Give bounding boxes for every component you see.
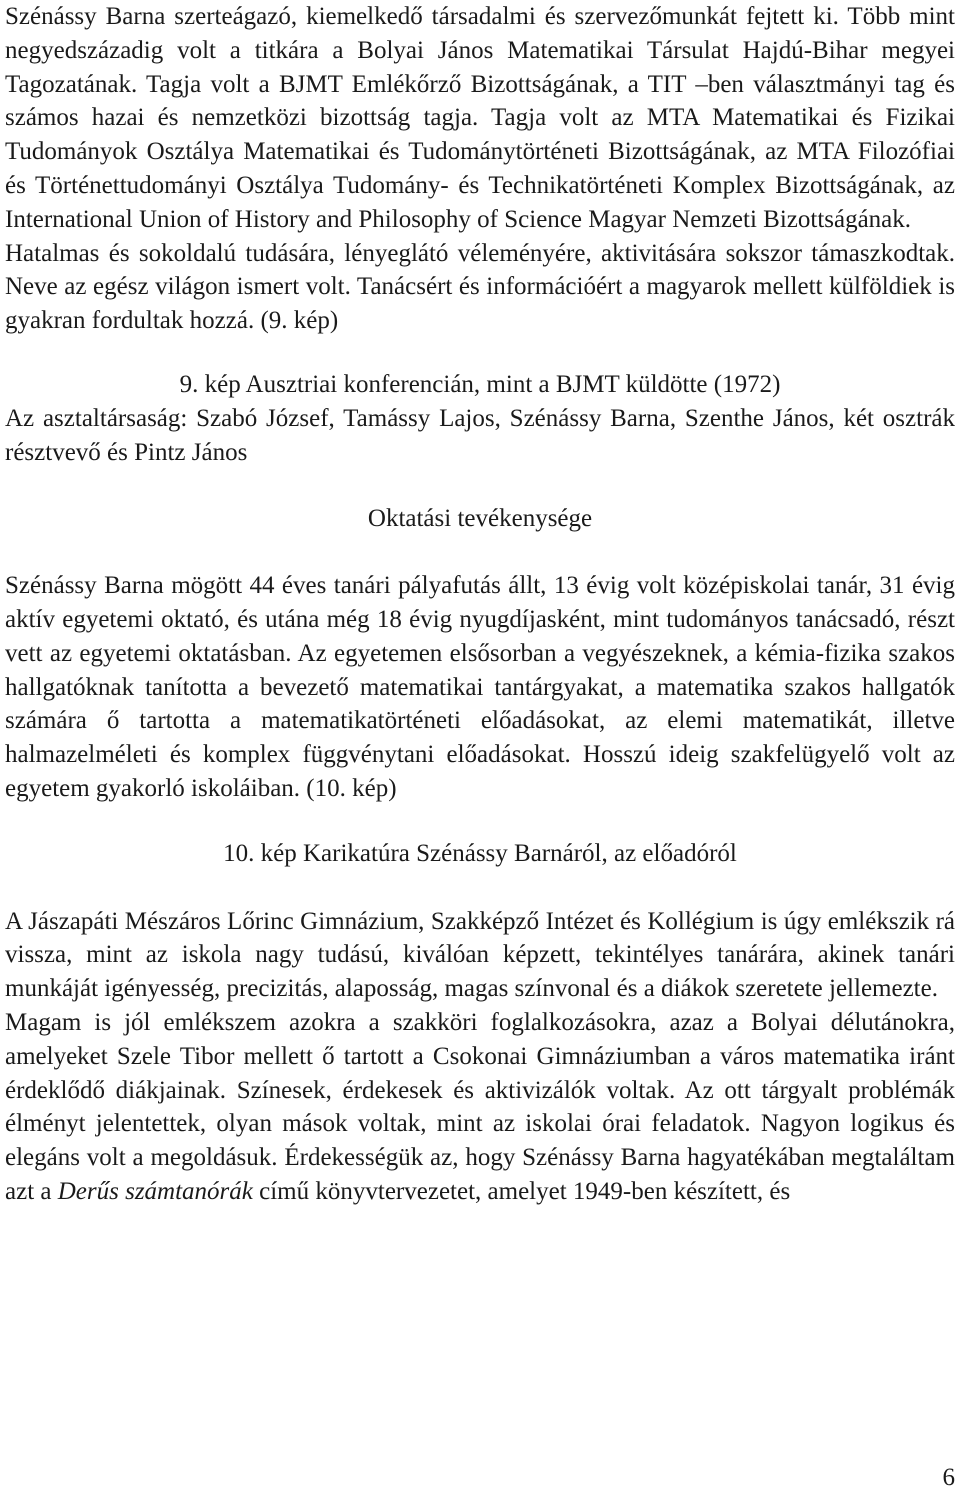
body-text: című könyvtervezetet, amelyet 1949-ben készített, és (259, 1177, 791, 1205)
figure-caption: 9. kép Ausztriai konferencián, mint a BJMT küldötte (1972) (179, 370, 781, 398)
page-number: 6 (942, 1464, 955, 1491)
document-page (5, 0, 955, 1209)
section-heading: Oktatási tevékenysége (367, 505, 593, 533)
body-paragraph: Szénássy Barna mögött 44 éves tanári pályafutás állt, 13 évig volt középiskolai tanár, 31 évig aktív egyetemi oktató, és utána még 18 évig nyugdíjasként, mint tudományos tanácsadó, részt vett az egyetemi oktatásban. Az egyetemen elsősorban a vegyészeknek, a kémia-fizika szakos hallgatóknak tanította a bevezető matematikai tantárgyakat, a matematika szakos hallgatók számára ő tartotta a matematikatörténeti előadásokat, az elemi matematikát, illetve halmazelméleti és komplex függvénytani előadásokat. Hosszú ideig szakfelügyelő volt az egyetem gyakorló iskoláiban. (10. kép) (5, 572, 955, 802)
body-paragraph: Hatalmas és sokoldalú tudására, lényeglátó véleményére, aktivitására sokszor támaszkodtak. Neve az egész világon ismert volt. Tanácsért és információért a magyarok mellett külföldiek is gyakran fordultak hozzá. (9. kép) (5, 239, 955, 335)
body-paragraph (5, 1006, 955, 1209)
figure-caption: 10. kép Karikatúra Szénássy Barnáról, az előadóról (223, 839, 737, 867)
book-title: Derűs számtanórák (57, 1177, 253, 1205)
body-paragraph: Szénássy Barna szerteágazó, kiemelkedő társadalmi és szervezőmunkát fejtett ki. Több mint negyedszázadig volt a titkára a Bolyai János Matematikai Társulat Hajdú-Bihar megyei Tagozatának. Tagja volt a BJMT Emlékőrző Bizottságának, a TIT –ben választmányi tag és számos hazai és nemzetközi bizottság tagja. Tagja volt az MTA Matematikai és Fizikai Tudományok Osztálya Matematikai és Tudománytörténeti Bizottságának, az MTA Filozófiai és Történettudományi Osztálya Tudomány- és Technikatörténeti Komplex Bizottságának, az International Union of History and Philosophy of Science Magyar Nemzeti Bizottságának. (5, 3, 955, 233)
figure-caption-detail: Az asztaltársaság: Szabó József, Tamássy Lajos, Szénássy Barna, Szenthe János, két osztrák résztvevő és Pintz János (5, 404, 955, 466)
body-text: Magam is jól emlékszem azokra a szakköri foglalkozásokra, azaz a Bolyai délutánokra, amelyeket Szele Tibor mellett ő tartott a Csokonai Gimnáziumban a város matematika iránt érdeklődő diákjainak. Színesek, érdekesek és aktivizálók voltak. Az ott tárgyalt problémák élményt jelentettek, olyan mások voltak, mint az iskolai órai feladatok. Nagyon logikus és elegáns volt a megoldásuk. Érdekességük az, hogy Szénássy Barna hagyatékában megtaláltam azt a (5, 1008, 955, 1205)
body-paragraph: A Jászapáti Mészáros Lőrinc Gimnázium, Szakképző Intézet és Kollégium is úgy emlékszik rá vissza, mint az iskola nagy tudású, kiválóan képzett, tekintélyes tanárára, akinek tanári munkáját igényesség, precizitás, alaposság, magas színvonal és a diákok szeretete jellemezte. (5, 907, 955, 1003)
